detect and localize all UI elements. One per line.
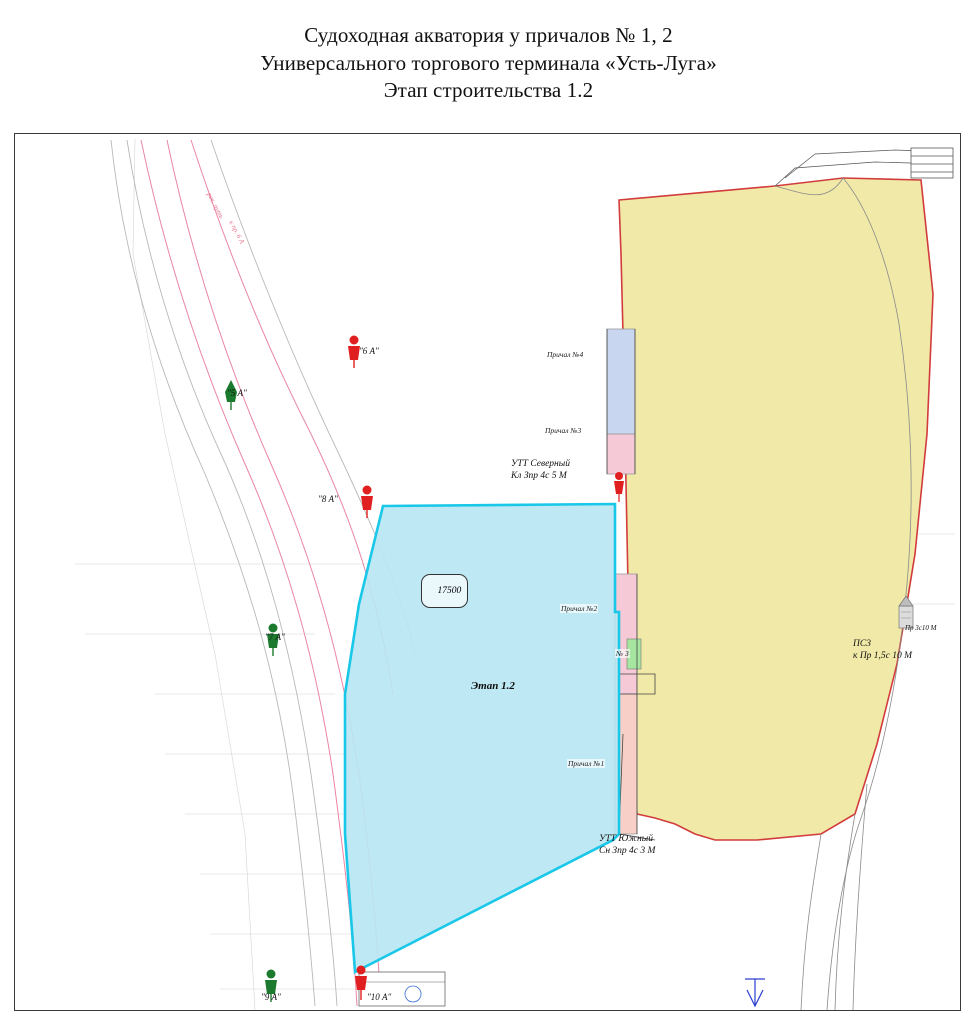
terminal-label-north: УТТ Северный Кл Зпр 4с 5 М — [511, 459, 570, 481]
berth-label-3: Причал №3 — [545, 426, 582, 435]
buoy-label-9a: "9 А" — [261, 992, 281, 1002]
berth-label-4: Причал №4 — [547, 350, 584, 359]
title-line-1: Судоходная акватория у причалов № 1, 2 — [304, 23, 673, 47]
map-frame — [14, 133, 961, 1011]
buoy-label-10a: "10 А" — [367, 992, 392, 1002]
depth-callout — [421, 574, 468, 608]
terminal-label-ps3: ПС3 к Пр 1,5с 10 М — [853, 639, 913, 661]
title-line-2: Универсального торгового терминала «Усть-Луга» — [260, 50, 717, 75]
berth-label-3b: № 3 — [616, 649, 629, 658]
buoy-label-6a: "6 А" — [359, 346, 379, 356]
buoy-label-7a: "7 А" — [265, 632, 285, 642]
buoy-8a-icon — [361, 486, 373, 519]
berth-label-1: Причал №1 — [568, 759, 605, 768]
light-utt-north-icon — [614, 472, 624, 502]
page-title — [0, 0, 977, 105]
stage-area-polygon — [345, 504, 619, 972]
depth-value: 17500 — [437, 586, 462, 596]
title-line-3: Этап строительства 1.2 — [383, 78, 594, 103]
buoy-label-5a: "5 А" — [227, 388, 247, 398]
svg-text:к пр. 6 А: к пр. 6 А — [227, 219, 247, 246]
beacon-label: Пр 3с10 М — [905, 624, 937, 632]
svg-text:рек. путь: рек. путь — [205, 191, 226, 220]
berth-block-4 — [607, 329, 635, 434]
anchor-symbol — [745, 979, 765, 1006]
buoy-label-8a: "8 А" — [318, 494, 338, 504]
map-canvas — [15, 134, 960, 1010]
stage-area-label: Этап 1.2 — [471, 680, 515, 692]
berth-label-2: Причал №2 — [561, 604, 598, 613]
berth-block-3 — [607, 434, 635, 474]
terminal-label-south: УТТ Южный Сн Зпр 4с 3 М — [599, 834, 656, 856]
land-polygon-yellow — [619, 178, 933, 840]
